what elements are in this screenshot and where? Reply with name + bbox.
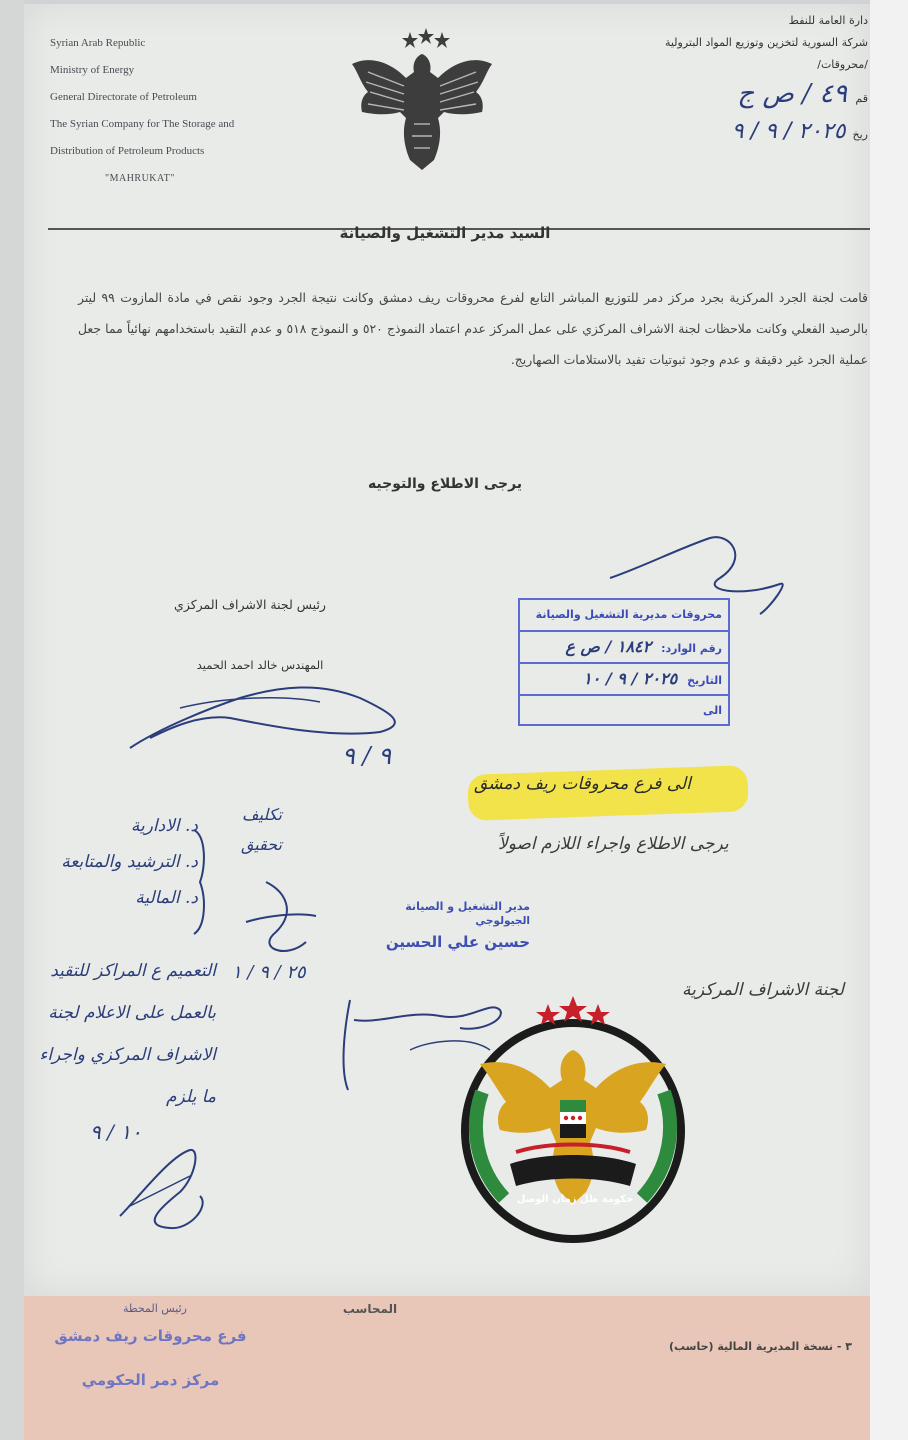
handwritten-date-note: ٩ / ٩ — [342, 742, 392, 770]
letterhead-line: دارة العامة للنفط — [788, 14, 868, 27]
stamp-date-value: ٢٠٢٥ / ٩ / ١٠ — [583, 669, 678, 688]
branch-stamp — [48, 1314, 253, 1402]
left-signature — [100, 1136, 220, 1236]
director-role: الجيولوجي — [475, 915, 530, 927]
reference-number — [578, 76, 868, 117]
letterhead-line: The Syrian Company for The Storage and — [50, 118, 235, 130]
department-item: د. المالية — [135, 888, 198, 908]
addressee: السيد مدير التشغيل والصيانة — [339, 224, 551, 242]
stamp-incoming-row — [520, 632, 728, 664]
department-item: د. الادارية — [130, 816, 198, 836]
handwritten-right-note: لجنة الاشراف المركزية — [682, 980, 845, 1000]
logo-caption: حكومة ظل زمان الوصل — [516, 1194, 634, 1205]
director-stamp — [300, 900, 530, 951]
letterhead-line: /محروقات/ — [817, 58, 868, 71]
stamp-header: محروقات مديرية التشغيل والصيانة — [520, 600, 728, 632]
letterhead-line: Ministry of Energy — [50, 64, 135, 76]
director-name: حسين علي الحسين — [385, 933, 530, 951]
director-title: مدير التشغيل و الصيانة — [405, 900, 530, 913]
stamp-incoming-value: ١٨٤٢ / ص ع — [565, 637, 652, 656]
handwritten-left-note: التعميم ع المراكز للتقيد بالعمل على الاعلام لجنة الاشراف المركزي واجراء ما يلزم — [39, 961, 216, 1107]
letter-body: قامت لجنة الجرد المركزية بجرد مركز دمر للتوزيع المباشر التابع لفرع محروقات ريف دمشق وكانت نتيجة الجرد وجود نقص في مادة المازوت ٩٩ ليتر بالرصيد الفعلي وكانت ملاحظات لجنة الاشراف المركزي على عمل المركز عدم اعتماد النموذج ٥٢٠ و النموذج ٥١٨ و عدم التقيد باستخدامهم نهائياً مما جعل عملية الجرد غير دقيقة و عدم وجود ثبوتيات تفيد بالاستلامات الصهاريج. — [78, 290, 868, 367]
station-head-label: رئيس المحطة — [122, 1302, 187, 1315]
letterhead-line: شركة السورية لتخزين وتوزيع المواد البترولية — [664, 36, 868, 49]
handwritten-instruction: يرجى الاطلاع واجراء اللازم اصولاً — [498, 834, 729, 854]
handwritten-middle-date: ٢٥ / ٩ / ١ — [232, 962, 306, 983]
letterhead-line: Syrian Arab Republic — [50, 37, 146, 49]
handwritten-forwarding-note: الى فرع محروقات ريف دمشق — [474, 774, 691, 794]
accountant-label: المحاسب — [342, 1302, 398, 1316]
center-stamp-line: مركز دمر الحكومي — [81, 1371, 220, 1389]
document-date — [578, 117, 868, 150]
stamp-to-row — [520, 696, 728, 726]
department-item: د. الترشيد والمتابعة — [61, 852, 198, 872]
left-edge — [0, 0, 24, 1440]
letterhead-line: General Directorate of Petroleum — [50, 91, 197, 103]
stamp-date-row — [520, 664, 728, 696]
english-letterhead — [50, 30, 310, 192]
branch-stamp-line: فرع محروقات ريف دمشق — [54, 1327, 247, 1345]
letterhead-line: Distribution of Petroleum Products — [50, 145, 205, 157]
stamp-to-label: الى — [702, 704, 722, 717]
receipt-stamp — [518, 598, 730, 726]
reference-label: قم — [855, 92, 868, 105]
letterhead-brand: "MAHRUKAT" — [105, 173, 175, 184]
eagle-emblem-icon — [348, 20, 496, 170]
stamp-date-label: التاريخ — [687, 674, 722, 687]
handwritten-left-date: ١٠ / ٩ — [90, 1120, 142, 1144]
handwritten-middle-note: تكليف تحقيق — [240, 805, 282, 854]
right-edge — [870, 0, 908, 1440]
signer-name: المهندس خالد احمد الحميد — [196, 658, 324, 672]
date-value: ٢٠٢٥ / ٩ / ٩ — [731, 119, 846, 144]
arabic-letterhead — [578, 10, 868, 150]
eagle-emblem-logo-icon — [444, 992, 702, 1250]
handwritten-department-list — [28, 808, 198, 916]
reference-value: ٤٩ / ص ج — [737, 79, 848, 109]
date-label: ريخ — [852, 128, 868, 141]
stamp-incoming-label: رقم الوارد: — [661, 642, 722, 655]
signer-title: رئيس لجنة الاشراف المركزي — [174, 597, 326, 612]
closing-line: يرجى الاطلاع والتوجيه — [367, 476, 523, 492]
bracket-mark — [190, 826, 210, 938]
copy-distribution-line: ٣ - نسخة المديرية المالية (حاسب) — [668, 1340, 852, 1353]
